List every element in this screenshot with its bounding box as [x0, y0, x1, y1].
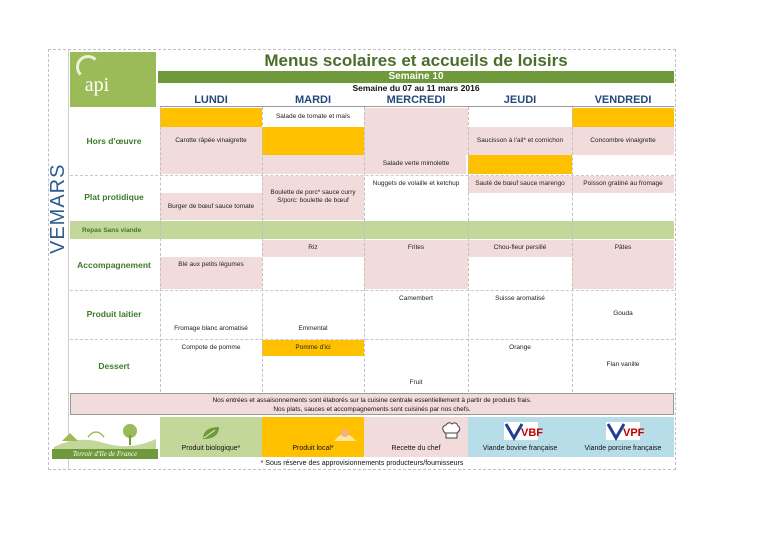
- week-dates: Semaine du 07 au 11 mars 2016: [352, 83, 480, 93]
- row-label-produit-laitier: Produit laitier: [86, 309, 142, 319]
- row-label-hors-doeuvre: Hors d'œuvre: [86, 136, 142, 146]
- bio-leaf-icon: [200, 424, 222, 442]
- bg-vendredi-hors-orange: [572, 108, 674, 127]
- legend-local: [262, 417, 364, 457]
- note-line-1: Nos entrées et assaisonnements sont élaborés sur la cuisine centrale essentiellement à partir de produits frais.: [212, 397, 532, 404]
- legend-bio-label: Produit biologique*: [181, 445, 241, 452]
- row-label-repas-sans-viande: Repas Sans viande: [82, 226, 142, 234]
- bg-jeudi-hors-orange: [468, 155, 572, 174]
- legend-bio: [160, 417, 262, 457]
- day-header-jeudi: JEUDI: [468, 94, 572, 107]
- menu-item-lundi-lait: Fromage blanc aromatisé: [174, 325, 248, 332]
- vpf-logo-icon: [606, 422, 645, 440]
- menu-item-jeudi-plat: Sauté de bœuf sauce marengo: [475, 180, 565, 187]
- menu-item-lundi-acc: Blé aux petits légumes: [178, 261, 244, 268]
- menu-item-mercredi-acc: Frites: [407, 244, 425, 251]
- menu-item-lundi-hors: Carotte râpée vinaigrette: [175, 137, 247, 144]
- sidebar: [49, 50, 69, 469]
- menu-item-vendredi-hors: Concombre vinaigrette: [590, 137, 656, 144]
- menu-item-jeudi-dessert: Orange: [509, 344, 531, 351]
- menu-item-mardi-lait: Emmental: [298, 325, 328, 332]
- menu-item-mardi-hors: Salade de tomate et maïs: [275, 113, 351, 120]
- terroir-idf-label: Terroir d'Ile de France: [72, 450, 138, 458]
- bg-vendredi-acc: [572, 257, 674, 289]
- menu-item-lundi-plat: Burger de bœuf sauce tomate: [167, 203, 255, 210]
- terroir-idf-logo: [52, 417, 158, 459]
- menu-item-mercredi-hors: Salade verte mimolette: [382, 160, 450, 167]
- note-line-2: Nos plats, sauces et accompagnements sont cuisinés par nos chefs.: [273, 406, 471, 413]
- legend-porcine-label: Viande porcine française: [584, 445, 662, 452]
- local-product-icon: [332, 425, 358, 443]
- bg-lundi-hors-orange: [160, 108, 262, 127]
- menu-item-vendredi-dessert: Flan vanille: [606, 361, 640, 368]
- legend-bovine: [468, 417, 572, 457]
- day-header-vendredi: VENDREDI: [572, 94, 674, 107]
- menu-item-jeudi-acc: Chou-fleur persillé: [493, 244, 547, 251]
- footer-note: * Sous réserve des approvisionnements producteurs/fournisseurs: [260, 460, 464, 467]
- row-label-accompagnement: Accompagnement: [77, 260, 151, 270]
- menu-item-vendredi-plat: Poisson gratiné au fromage: [583, 180, 663, 187]
- legend-chef: [364, 417, 468, 457]
- menu-item-mardi-dessert: Pomme d'ici: [295, 344, 331, 351]
- menu-item-mercredi-plat: Nuggets de volaille et ketchup: [372, 180, 460, 187]
- week-bar: Semaine 10: [158, 71, 674, 83]
- chef-hat-icon: [440, 421, 462, 441]
- page-title: Menus scolaires et accueils de loisirs: [264, 51, 568, 70]
- logo-text: api: [84, 74, 110, 96]
- day-header-lundi: LUNDI: [160, 94, 262, 107]
- preparation-note: [70, 393, 674, 415]
- menu-item-lundi-dessert: Compote de pomme: [181, 344, 241, 351]
- menu-item-mercredi-lait: Camembert: [399, 295, 433, 302]
- bg-mercredi-acc: [364, 257, 468, 289]
- row-label-dessert: Dessert: [98, 361, 130, 371]
- grid-line: [70, 339, 674, 340]
- legend-bovine-label: Viande bovine française: [482, 445, 558, 452]
- town-label: VEMARS: [47, 163, 69, 254]
- grid-line: [70, 175, 674, 176]
- menu-item-jeudi-lait: Suisse aromatisé: [495, 295, 545, 302]
- grid-line: [70, 290, 674, 291]
- menu-item-mercredi-dessert: Fruit: [409, 379, 423, 386]
- day-header-mercredi: MERCREDI: [364, 94, 468, 107]
- row-label-plat: Plat protidique: [84, 192, 144, 202]
- vbf-logo-text: VBF: [521, 427, 543, 439]
- vpf-logo-text: VPF: [623, 427, 645, 439]
- menu-item-jeudi-hors: Saucisson à l'ail* et cornichon: [476, 137, 564, 144]
- legend-local-label: Produit local*: [292, 445, 334, 452]
- bg-mercredi-hors-pink: [364, 108, 468, 155]
- legend-porcine: [572, 417, 674, 457]
- legend-chef-label: Recette du chef: [391, 445, 441, 452]
- menu-item-vendredi-acc: Pâtes: [614, 244, 632, 251]
- day-header-mardi: MARDI: [262, 94, 364, 107]
- bg-mardi-hors-orange: [262, 127, 364, 155]
- vbf-logo-icon: [504, 422, 543, 440]
- menu-item-mardi-acc: Riz: [308, 244, 318, 251]
- menu-item-vendredi-lait: Gouda: [613, 310, 633, 317]
- menu-item-mardi-plat: Boulette de porc* sauce curry S/porc: boulette de bœuf: [270, 189, 356, 204]
